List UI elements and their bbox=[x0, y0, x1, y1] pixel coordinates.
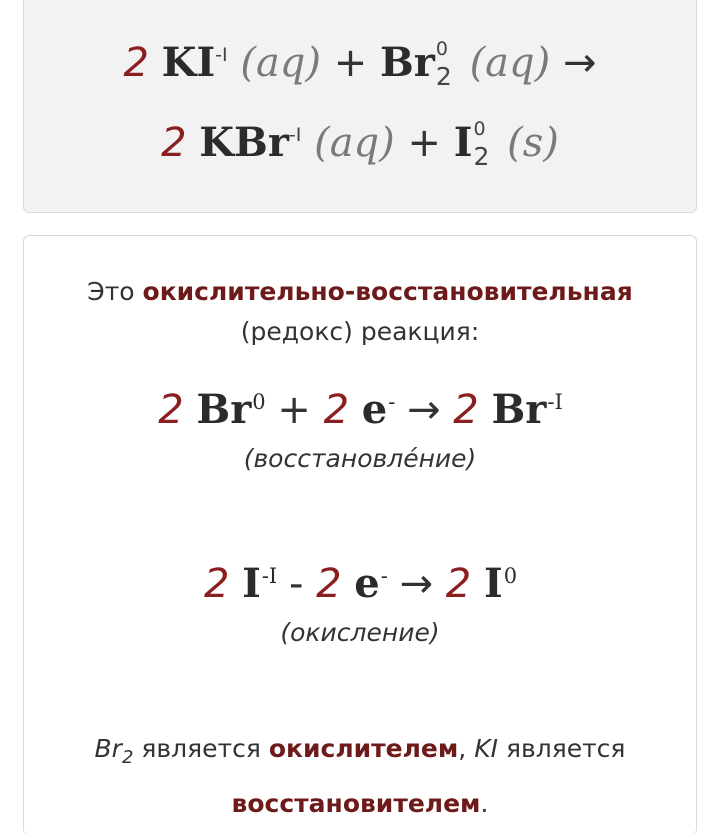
coefficient: 2 bbox=[158, 387, 184, 433]
reduction-label: (восстановле́ние) bbox=[243, 444, 477, 473]
reductant-role: восстановителем bbox=[231, 789, 481, 818]
coefficient: 2 bbox=[453, 387, 479, 433]
minus-sign: - bbox=[288, 561, 304, 607]
redox-intro bbox=[24, 272, 696, 352]
intro-text-2: (редокс) реакция: bbox=[240, 317, 480, 346]
plus-sign: + bbox=[333, 40, 368, 86]
plus-sign: + bbox=[407, 120, 441, 166]
oxidant-formula: $Br_2$ bbox=[94, 734, 134, 768]
intro-text: Это bbox=[87, 277, 135, 306]
subscript: 2 bbox=[473, 142, 490, 171]
reaction-arrow: → bbox=[399, 561, 434, 607]
oxidation-state: -I bbox=[215, 44, 228, 66]
reaction-arrow: → bbox=[562, 40, 597, 86]
species-kbr: KBr bbox=[199, 119, 289, 166]
reaction-arrow: → bbox=[407, 387, 441, 433]
coefficient: 2 bbox=[161, 120, 187, 166]
state-label: (aq) bbox=[240, 40, 322, 86]
subscript: 2 bbox=[435, 62, 452, 91]
coefficient: 2 bbox=[203, 561, 230, 607]
state-label: (aq) bbox=[314, 120, 395, 166]
oxidation-state: -I bbox=[288, 124, 302, 146]
explanation-card bbox=[23, 235, 697, 835]
charge: - bbox=[388, 390, 396, 414]
half-reaction-reduction bbox=[24, 384, 696, 436]
oxidation-state: 0 bbox=[435, 38, 448, 60]
species-br: Br bbox=[379, 39, 435, 86]
reductant-formula: KI bbox=[474, 734, 498, 763]
conclusion-text: является bbox=[505, 734, 626, 763]
equation-line-2 bbox=[24, 117, 696, 169]
electron: e bbox=[361, 386, 388, 433]
period: . bbox=[480, 789, 489, 818]
half-reaction-oxidation bbox=[24, 558, 696, 610]
oxidation-state: 0 bbox=[473, 118, 486, 140]
oxidant-role: окислителем bbox=[268, 734, 459, 763]
equation-card bbox=[23, 0, 697, 213]
redox-term: окислительно-восстановительная bbox=[142, 277, 633, 306]
species-br: Br bbox=[491, 386, 547, 433]
oxidation-state: 0 bbox=[252, 390, 266, 414]
state-label: (aq) bbox=[469, 40, 551, 86]
conclusion-text: является bbox=[141, 734, 261, 763]
comma: , bbox=[458, 734, 467, 763]
oxidation-state: 0 bbox=[503, 564, 518, 588]
species-i: I bbox=[453, 119, 473, 166]
species-br: Br bbox=[196, 386, 252, 433]
coefficient: 2 bbox=[323, 387, 350, 433]
species-i: I bbox=[242, 560, 261, 607]
charge: - bbox=[380, 564, 388, 588]
plus-sign: + bbox=[277, 387, 311, 433]
coefficient: 2 bbox=[316, 561, 342, 607]
coefficient: 2 bbox=[445, 561, 472, 607]
oxidation-state: -I bbox=[547, 390, 563, 414]
equation-line-1 bbox=[24, 37, 696, 89]
state-label: (s) bbox=[507, 120, 559, 166]
oxidation-state: -I bbox=[261, 564, 278, 588]
species-i: I bbox=[483, 560, 503, 607]
oxidation-label: (окисление) bbox=[280, 618, 440, 647]
conclusion bbox=[24, 726, 696, 827]
coefficient: 2 bbox=[123, 40, 149, 86]
electron: e bbox=[354, 560, 380, 607]
species-ki: KI bbox=[161, 39, 216, 86]
